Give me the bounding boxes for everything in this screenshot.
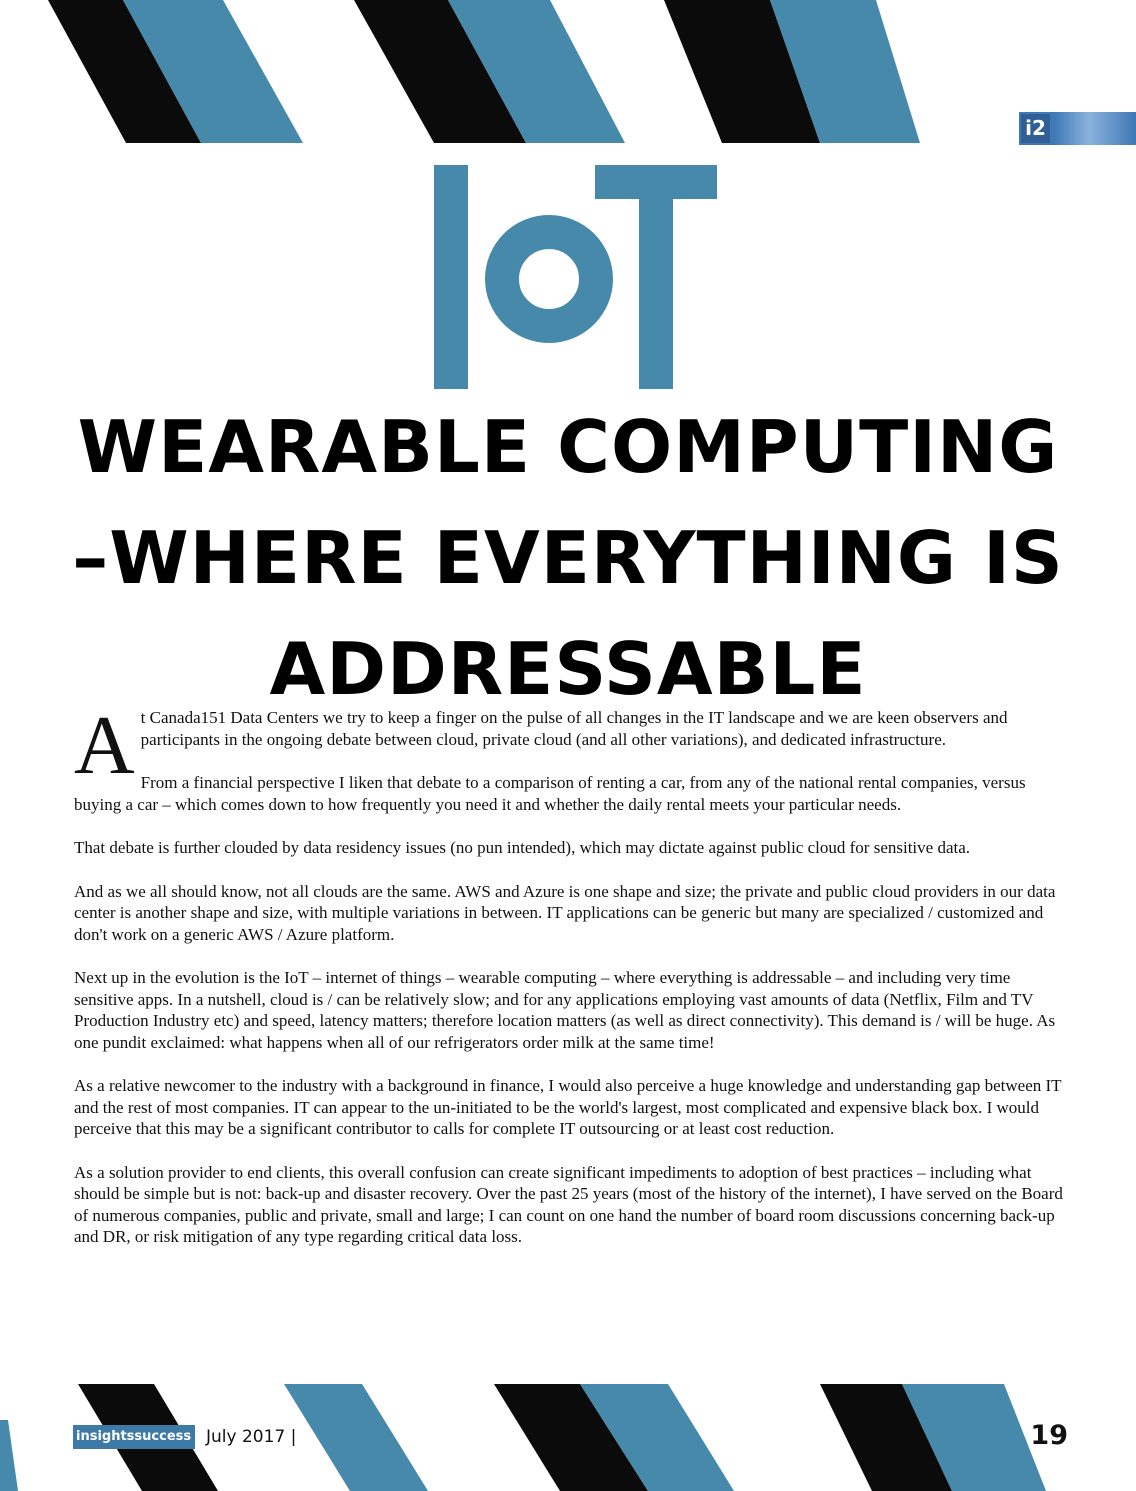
headline-line-1: WEARABLE COMPUTING <box>77 405 1059 489</box>
iot-logo <box>432 165 720 389</box>
article-paragraph-1 <box>74 699 1069 792</box>
article-paragraph-3: That debate is further clouded by data residency issues (no pun intended), which may dictate against public cloud for sensitive data. <box>74 838 971 857</box>
article-headline <box>40 392 1096 725</box>
headline-line-3: ADDRESSABLE <box>269 627 867 711</box>
article-paragraph-4: And as we all should know, not all clouds are the same. AWS and Azure is one shape and size; the private and public cloud providers in our data center is another shape and size, with multiple variations in between. IT applications can be generic but many are specialized / customized and don't work on a generic AWS / Azure platform. <box>74 881 1056 944</box>
drop-cap: A <box>74 699 135 792</box>
article-paragraph-6: As a relative newcomer to the industry with a background in finance, I would also perceive a huge knowledge and understanding gap between IT and the rest of most companies. IT can appear to the un-initiated to be the world's largest, most complicated and expensive black box. I would perceive that this may be a significant contributor to calls for complete IT outsourcing or at least cost reduction. <box>74 1076 1062 1138</box>
page-number: 19 <box>1030 1420 1068 1451</box>
magazine-logo: insightssuccess <box>73 1425 195 1449</box>
article-paragraph-7: As a solution provider to end clients, this overall confusion can create significant impediments to adoption of best practices – including what should be simple but is not: back-up and disaster recovery. Over the past 25 years (most of the history of the internet), I have served on the Board of numerous companies, public and private, small and large; I can count on one hand the number of board room discussions concerning back-up and DR, or risk mitigation of any type regarding critical data loss. <box>74 1162 1063 1246</box>
corner-brand-logo <box>1019 112 1136 145</box>
headline-line-2: –WHERE EVERYTHING IS <box>72 516 1064 600</box>
article-body <box>74 699 1069 1270</box>
article-paragraph-5: Next up in the evolution is the IoT – internet of things – wearable computing – where everything is addressable – and including very time sensitive apps. In a nutshell, cloud is / can be relatively slow; and for any applications employing vast amounts of data (Netflix, Film and TV Production Industry etc) and speed, latency matters; therefore location matters (as well as direct connectivity). This demand is / will be huge. As one pundit exclaimed: what happens when all of our refrigerators order milk at the same time! <box>74 968 1056 1052</box>
top-stripes-decoration <box>0 0 1136 143</box>
issue-date: July 2017 | <box>206 1427 297 1447</box>
article-paragraph-2: From a financial perspective I liken that debate to a comparison of renting a car, from any of the national rental companies, versus buying a car – which comes down to how frequently you need it and whether the daily rental meets your particular needs. <box>74 773 1026 814</box>
paragraph-1-text: t Canada151 Data Centers we try to keep a finger on the pulse of all changes in the IT landscape and we are keen observers and participants in the ongoing debate between cloud, private cloud (and all other variations), and dedicated infrastructure. <box>140 708 1008 749</box>
corner-logo-mark: i2 <box>1021 114 1050 143</box>
